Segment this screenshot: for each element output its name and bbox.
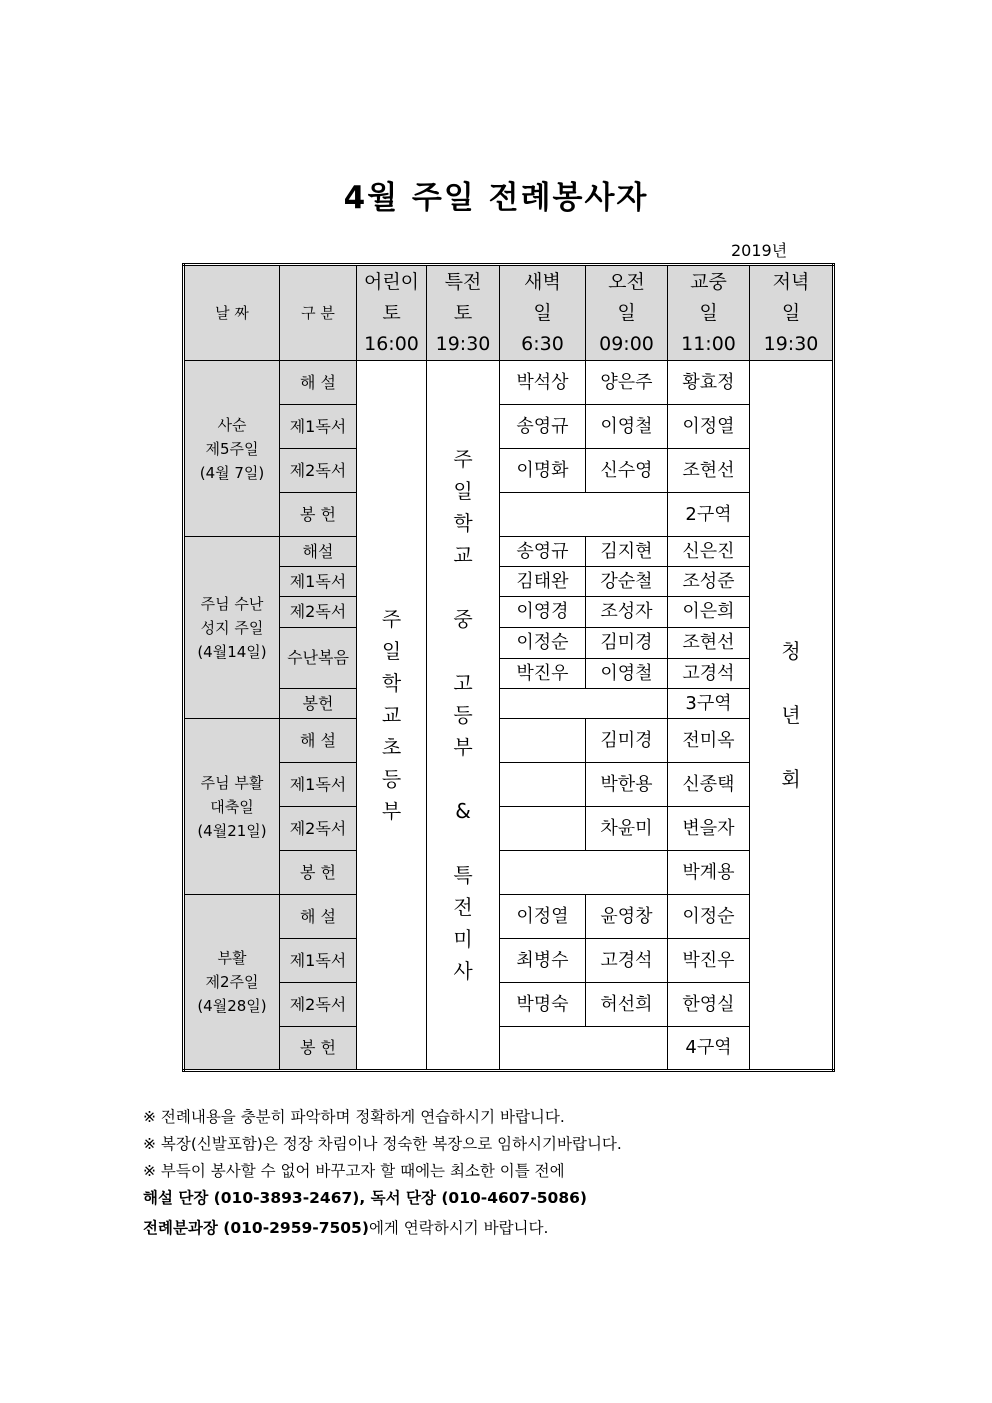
role-cell: 제1독서 (280, 405, 357, 449)
name-cell: 윤영창 (586, 895, 668, 939)
empty-cell (500, 689, 668, 719)
name-cell: 강순철 (586, 567, 668, 597)
name-cell: 이영철 (586, 405, 668, 449)
notes (143, 1104, 622, 1242)
table-row (184, 807, 834, 851)
name-cell: 박진우 (668, 939, 750, 983)
mass-header: 저녁 일 19:30 (750, 265, 834, 361)
date-cell: 주님 부활 대축일 (4월21일) (184, 719, 280, 895)
table-row (184, 1027, 834, 1071)
name-cell: 송영규 (500, 405, 586, 449)
table-row (184, 763, 834, 807)
note-line: ※ 부득이 봉사할 수 없어 바꾸고자 할 때에는 최소한 이틀 전에 (143, 1162, 565, 1180)
role-cell: 제2독서 (280, 449, 357, 493)
table-row (184, 361, 834, 405)
name-cell: 송영규 (500, 537, 586, 567)
evening-mass-column: 청 년 회 (750, 361, 834, 1071)
name-cell: 이정열 (500, 895, 586, 939)
table-row (184, 939, 834, 983)
role-cell: 해 설 (280, 361, 357, 405)
name-cell: 허선희 (586, 983, 668, 1027)
offering-cell: 4구역 (668, 1027, 750, 1071)
name-cell: 박한용 (586, 763, 668, 807)
table-row (184, 895, 834, 939)
name-cell: 이정순 (500, 628, 586, 659)
name-cell: 이영경 (500, 597, 586, 628)
table-row (184, 449, 834, 493)
name-cell: 이정열 (668, 405, 750, 449)
name-cell: 조현선 (668, 449, 750, 493)
name-cell: 조성준 (668, 567, 750, 597)
empty-cell (500, 493, 668, 537)
name-cell: 김미경 (586, 628, 668, 659)
role-cell: 수난복음 (280, 628, 357, 689)
role-cell: 해설 (280, 537, 357, 567)
table-row (184, 537, 834, 567)
name-cell: 양은주 (586, 361, 668, 405)
date-cell: 주님 수난 성지 주일 (4월14일) (184, 537, 280, 719)
name-cell: 고경석 (668, 659, 750, 689)
role-cell: 제2독서 (280, 983, 357, 1027)
mass-header: 오전 일 09:00 (586, 265, 668, 361)
year-label: 2019년 (731, 241, 788, 260)
role-cell: 봉 헌 (280, 1027, 357, 1071)
note-line: ※ 복장(신발포함)은 정장 차림이나 정숙한 복장으로 임하시기바랍니다. (143, 1135, 622, 1153)
table-row (184, 567, 834, 597)
empty-cell (500, 763, 586, 807)
note-line: 전례분과장 (010-2959-7505)에게 연락하시기 바랍니다. (143, 1219, 549, 1237)
name-cell: 이명화 (500, 449, 586, 493)
name-cell: 김미경 (586, 719, 668, 763)
schedule-table (182, 263, 835, 1072)
name-cell: 박진우 (500, 659, 586, 689)
name-cell: 김지현 (586, 537, 668, 567)
name-cell: 변을자 (668, 807, 750, 851)
role-cell: 제2독서 (280, 597, 357, 628)
table-row (184, 851, 834, 895)
offering-cell: 3구역 (668, 689, 750, 719)
category-header: 구 분 (280, 265, 357, 361)
name-cell: 이정순 (668, 895, 750, 939)
role-cell: 제1독서 (280, 939, 357, 983)
mass-header: 어린이 토 16:00 (357, 265, 427, 361)
mass-header: 교중 일 11:00 (668, 265, 750, 361)
table-row (184, 493, 834, 537)
name-cell: 신수영 (586, 449, 668, 493)
name-cell: 전미옥 (668, 719, 750, 763)
name-cell: 차윤미 (586, 807, 668, 851)
table-row (184, 983, 834, 1027)
date-cell: 부활 제2주일 (4월28일) (184, 895, 280, 1071)
offering-cell: 박계용 (668, 851, 750, 895)
role-cell: 제2독서 (280, 807, 357, 851)
mass-header: 새벽 일 6:30 (500, 265, 586, 361)
name-cell: 신종택 (668, 763, 750, 807)
special-mass-column: 주 일 학 교 중 고 등 부 & 특 전 미 사 (427, 361, 500, 1071)
empty-cell (500, 851, 668, 895)
name-cell: 한영실 (668, 983, 750, 1027)
role-cell: 제1독서 (280, 567, 357, 597)
empty-cell (500, 719, 586, 763)
date-header: 날 짜 (184, 265, 280, 361)
name-cell: 이영철 (586, 659, 668, 689)
table-row (184, 628, 834, 659)
role-cell: 봉헌 (280, 689, 357, 719)
note-line: 해설 단장 (010-3893-2467), 독서 단장 (010-4607-5086) (143, 1189, 587, 1207)
offering-cell: 2구역 (668, 493, 750, 537)
table-row (184, 597, 834, 628)
role-cell: 제1독서 (280, 763, 357, 807)
name-cell: 김태완 (500, 567, 586, 597)
name-cell: 조성자 (586, 597, 668, 628)
name-cell: 조현선 (668, 628, 750, 659)
table-row (184, 719, 834, 763)
name-cell: 박명숙 (500, 983, 586, 1027)
children-mass-column: 주 일 학 교 초 등 부 (357, 361, 427, 1071)
empty-cell (500, 807, 586, 851)
mass-header: 특전 토 19:30 (427, 265, 500, 361)
table-row (184, 405, 834, 449)
role-cell: 해 설 (280, 895, 357, 939)
name-cell: 신은진 (668, 537, 750, 567)
header-row (184, 265, 834, 361)
name-cell: 최병수 (500, 939, 586, 983)
name-cell: 박석상 (500, 361, 586, 405)
table-row (184, 689, 834, 719)
name-cell: 황효정 (668, 361, 750, 405)
page-title: 4월 주일 전례봉사자 (343, 180, 649, 216)
role-cell: 봉 헌 (280, 851, 357, 895)
date-cell: 사순 제5주일 (4월 7일) (184, 361, 280, 537)
role-cell: 봉 헌 (280, 493, 357, 537)
name-cell: 이은희 (668, 597, 750, 628)
name-cell: 고경석 (586, 939, 668, 983)
empty-cell (500, 1027, 668, 1071)
note-line: ※ 전례내용을 충분히 파악하며 정확하게 연습하시기 바랍니다. (143, 1108, 565, 1126)
role-cell: 해 설 (280, 719, 357, 763)
